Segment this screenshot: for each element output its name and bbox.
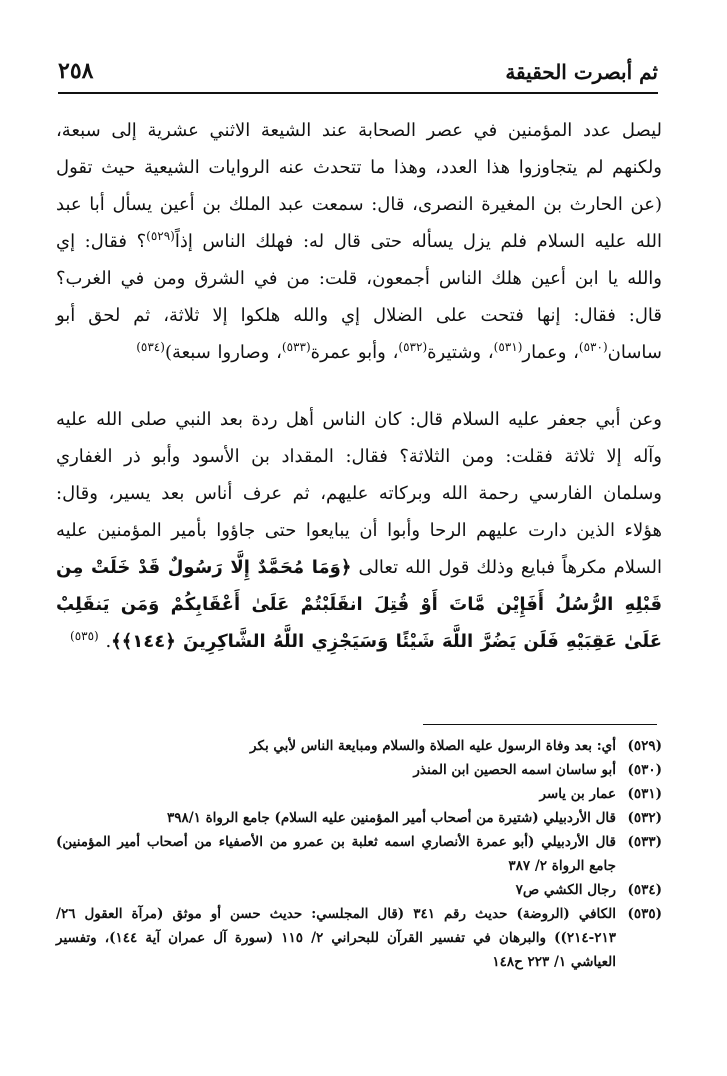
- footnote-ref: (٥٣٢): [398, 340, 428, 354]
- footnote-number: (٥٢٩): [627, 738, 662, 754]
- page-number: ٢٥٨: [58, 58, 94, 84]
- main-text: [56, 112, 662, 660]
- footnote: [56, 902, 662, 974]
- footnote-text: الكافي (الروضة) حديث رقم ٣٤١ (قال المجلسي: حديث حسن أو موثق (مرآة العقول ٢٦/ ٢١٣-٢١٤)) والبرهان في تفسير القرآن للبحراني ٢/ ١١٥ (سورة آل عمران آية ١٤٤)، وتفسير العياشي ١/ ٢٢٣ ح١٤٨: [56, 906, 616, 970]
- footnote-number: (٥٣٤): [627, 882, 662, 898]
- footnote-ref: (٥٣٠): [578, 340, 608, 354]
- footnote-text: عمار بن ياسر: [539, 786, 616, 802]
- text-run: ، وشتيرة: [427, 342, 494, 363]
- footnote-number: (٥٣٥): [627, 906, 662, 922]
- footnote-text: أي: بعد وفاة الرسول عليه الصلاة والسلام ومبايعة الناس لأبي بكر: [250, 738, 616, 754]
- footnote-ref: (٥٣٤): [136, 340, 165, 354]
- footnote-ref: (٥٣٥): [70, 629, 99, 643]
- text-run: ليصل عدد المؤمنين في عصر الصحابة عند الشيعة الاثني عشرية إلى سبعة، ولكنهم لم يتجاوزوا هذا العدد، وهذا ما تتحدث عنه الروايات الشيعية حيث تقول (عن الحارث بن المغيرة النصرى، قال: سمعت عبد الملك بن أعين يسأل أبا عبد الله عليه السلام فلم يزل يسأله حتى قال له: فهلك الناس إذاً: [56, 120, 662, 252]
- footnote-number: (٥٣٣): [627, 834, 662, 850]
- footnotes: [56, 734, 662, 974]
- page-header: [58, 58, 658, 90]
- footnote-number: (٥٣١): [627, 786, 662, 802]
- text-run: ؟ فقال: إي والله يا ابن أعين هلك الناس أجمعون، قلت: من في الشرق ومن في الغرب؟ قال: فقال: إنها فتحت على الضلال إي والله هلكوا إلا ثلاثة، ثم لحق أبو ساسان: [56, 231, 662, 363]
- footnote-ref: (٥٣١): [493, 340, 523, 354]
- footnote-text: رجال الكشي ص٧: [515, 882, 616, 898]
- footnote-text: أبو ساسان اسمه الحصين ابن المنذر: [413, 762, 616, 778]
- footnote: [56, 734, 662, 758]
- footnote-text: قال الأردبيلي (شتيرة من أصحاب أمير المؤمنين عليه السلام) جامع الرواة ٣٩٨/١: [166, 810, 616, 826]
- paragraph-2: [56, 401, 662, 660]
- footnote: [56, 806, 662, 830]
- footnote: [56, 758, 662, 782]
- footnote-number: (٥٣٢): [627, 810, 662, 826]
- header-rule: [58, 92, 658, 94]
- footnote: [56, 878, 662, 902]
- footnote-ref: (٥٢٩): [146, 229, 175, 243]
- text-run: ، وصاروا سبعة): [164, 342, 282, 363]
- quran-verse: ﴿وَمَا مُحَمَّدٌ إِلَّا رَسُولٌ قَدْ خَلَتْ مِن قَبْلِهِ الرُّسُلُ أَفَإِيْن مَّاتَ أَوْ قُتِلَ انقَلَبْتُمْ عَلَىٰ أَعْقَابِكُمْ وَمَن يَنقَلِبْ عَلَىٰ عَقِبَيْهِ فَلَن يَضُرَّ اللَّهَ شَيْئًا وَسَيَجْزِي اللَّهُ الشَّاكِرِينَ ﴿١٤٤﴾﴾: [56, 557, 662, 652]
- footnote-separator: [423, 724, 657, 725]
- footnote: [56, 830, 662, 878]
- footnote-number: (٥٣٠): [627, 762, 662, 778]
- running-title: ثم أبصرت الحقيقة: [505, 60, 658, 84]
- text-run: .: [98, 631, 112, 652]
- footnote: [56, 782, 662, 806]
- text-run: ، وعمار: [522, 342, 579, 363]
- footnote-text: قال الأردبيلي (أبو عمرة الأنصاري اسمه ثعلبة بن عمرو من الأصفياء من أصحاب أمير المؤمنين) جامع الرواة ٢/ ٣٨٧: [56, 834, 616, 874]
- footnote-ref: (٥٣٣): [281, 340, 311, 354]
- text-run: وعن أبي جعفر عليه السلام قال: كان الناس أهل ردة بعد النبي صلى الله عليه وآله إلا ثلاثة فقلت: ومن الثلاثة؟ فقال: المقداد بن الأسود وأبو ذر الغفاري وسلمان الفارسي رحمة الله وبركاته عليهم، ثم عرف أناس بعد يسير، وقال: هؤلاء الذين دارت عليهم الرحا وأبوا أن يبايعوا حتى جاؤوا بأمير المؤمنين عليه السلام مكرهاً فبايع وذلك قول الله تعالى: [56, 409, 663, 578]
- paragraph-1: [56, 112, 662, 371]
- text-run: ، وأبو عمرة: [310, 342, 399, 363]
